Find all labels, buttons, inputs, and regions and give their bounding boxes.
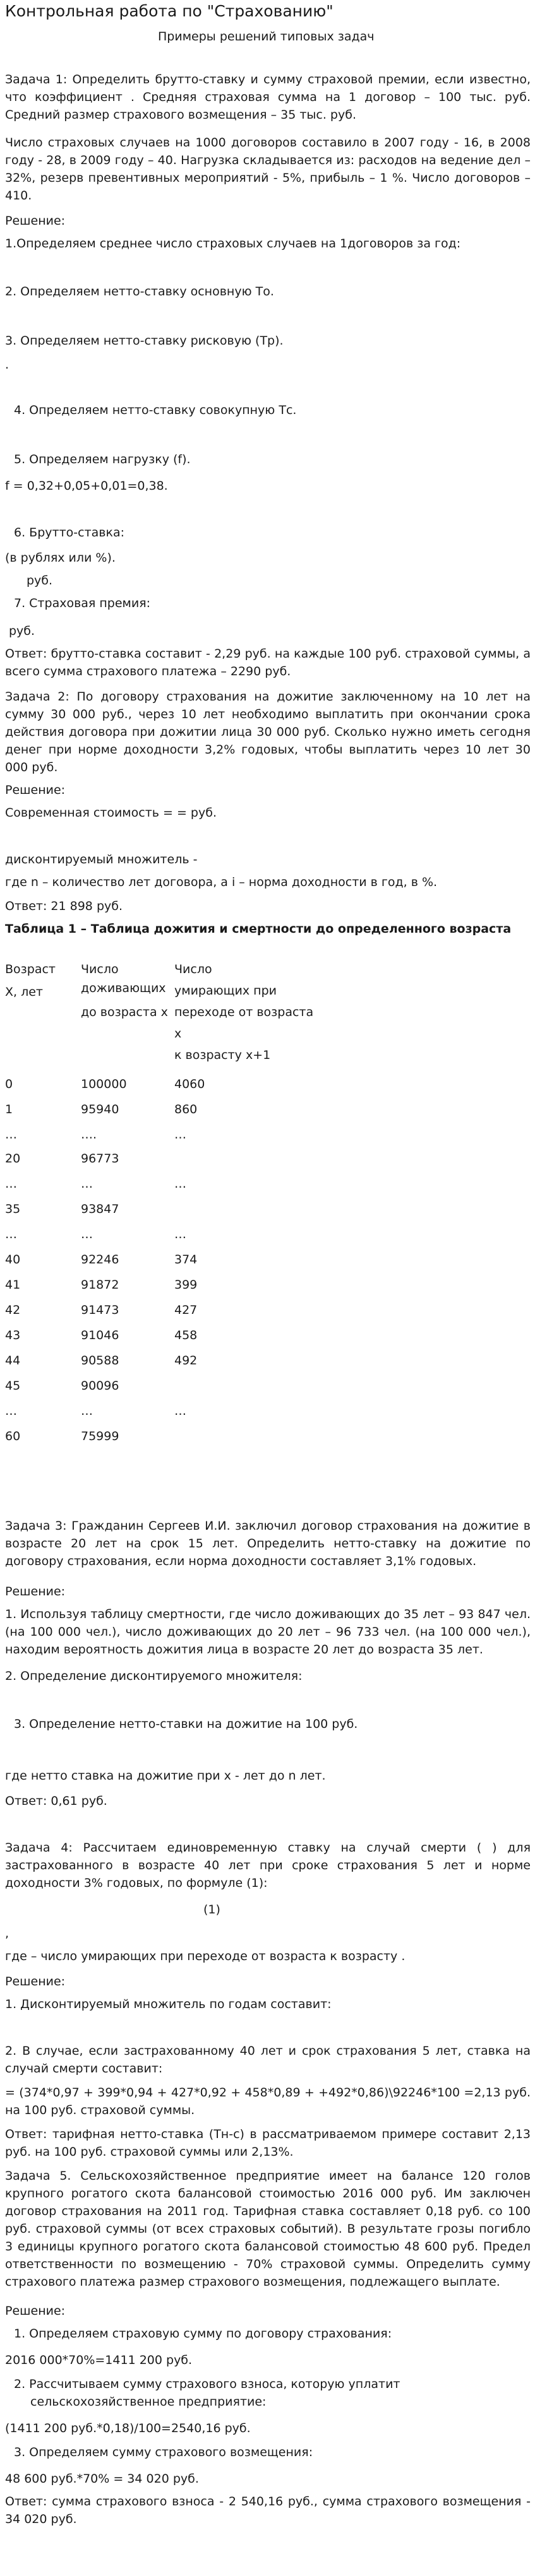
table-cell-dead: 492 [174,1354,198,1368]
task1-solution-label: Решение: [5,214,66,228]
task2-solution-label: Решение: [5,783,66,797]
table-cell-alive: 90096 [81,1379,119,1393]
task4-step1: 1. Дисконтируемый множитель по годам составит: [5,1997,332,2011]
task5-calc3: 48 600 руб.*70% = 34 020 руб. [5,2472,199,2486]
task1-data: Число страховых случаев на 1000 договоров составило в 2007 году - 16, в 2008 году - 28, в 2009 году – 40. Нагрузка складывается из: расходов на ведение дел – 32%, резерв превентивных мероприятий - 5%, прибыль – 1 %. Число договоров – 410. [5,136,531,203]
table-cell-dead: 399 [174,1278,198,1292]
task1-step4: 4. Определяем нетто-ставку совокупную Тс. [14,403,297,417]
table1-caption: Таблица 1 – Таблица дожития и смертности до определенного возраста [5,922,512,936]
table-cell-alive: …. [81,1128,97,1142]
table1-header-dead-line4: х [174,1027,182,1041]
table1-header-dead-line3: переходе от возраста [174,1005,314,1019]
task2-where: где n – количество лет договора, а i – норма доходности в год, в %. [5,875,438,889]
table1-header-age-line1: Возраст [5,962,56,976]
table-cell-age: … [5,1177,17,1191]
table-cell-alive: 75999 [81,1429,119,1443]
table-cell-alive: … [81,1177,93,1191]
table-cell-age: 43 [5,1328,21,1342]
table-cell-age: 20 [5,1152,21,1166]
task5-step1: 1. Определяем страховую сумму по договору страхования: [14,2327,392,2341]
table1-header-alive-line3: до возраста х [81,1005,168,1019]
task4-solution-label: Решение: [5,1975,66,1988]
table-cell-alive: 96773 [81,1152,119,1166]
table-cell-age: 1 [5,1102,13,1116]
table-cell-age: 42 [5,1303,21,1317]
task1-step2: 2. Определяем нетто-ставку основную То. [5,285,274,298]
table-cell-dead: … [174,1227,186,1241]
table-cell-age: 35 [5,1202,21,1216]
table-cell-age: 41 [5,1278,21,1292]
table-cell-age: … [5,1128,17,1142]
task2-answer: Ответ: 21 898 руб. [5,899,123,913]
task3-step2: 2. Определение дисконтируемого множителя: [5,1669,303,1683]
table-cell-alive: 100000 [81,1077,127,1091]
task4-comma: , [5,1927,9,1941]
table1-header-dead-line2: умирающих при [174,984,277,998]
task3-solution-label: Решение: [5,1585,66,1598]
table1-header-dead-line5: к возрасту х+1 [174,1048,271,1062]
table-cell-alive: … [81,1227,93,1241]
table-cell-dead: 860 [174,1102,198,1116]
task5-answer: Ответ: сумма страхового взноса - 2 540,16 руб., сумма страхового возмещения - 34 020 руб. [5,2495,531,2526]
task5-statement: Задача 5. Сельскохозяйственное предприятие имеет на балансе 120 голов крупного рогатого скота балансовой стоимостью 2016 000 руб. Им заключен договор страхования на 2011 год. Тарифная ставка составляет 0,18 руб. со 100 руб. страховой суммы (от всех страховых событий). В результате грозы погибло 3 единицы крупного рогатого скота балансовой стоимостью 48 600 руб. Предел ответственности по возмещению - 70% страховой суммы. Определить сумму страхового платежа размер страхового возмещения, подлежащего выплате. [5,2169,531,2289]
table1-header-dead-line1: Число [174,962,212,976]
table-cell-alive: … [81,1404,93,1418]
task2-discount: дисконтируемый множитель - [5,853,198,866]
task1-rub1: руб. [27,574,53,588]
table-cell-alive: 92246 [81,1253,119,1267]
task1-in-rub: (в рублях или %). [5,551,116,565]
table-cell-age: 60 [5,1429,21,1443]
table-cell-alive: 95940 [81,1102,119,1116]
task3-answer: Ответ: 0,61 руб. [5,1794,107,1808]
table-cell-age: 40 [5,1253,21,1267]
table1-header-alive-line2: доживающих [81,981,166,995]
task1-rub2: руб. [9,624,35,638]
table-cell-alive: 91872 [81,1278,119,1292]
task4-calc: = (374*0,97 + 399*0,94 + 427*0,92 + 458*0,89 + +492*0,86)\92246*100 =2,13 руб. на 100 руб. страховой суммы. [5,2086,531,2117]
table-cell-dead: … [174,1404,186,1418]
task3-step1: 1. Используя таблицу смертности, где число доживающих до 35 лет – 93 847 чел. (на 100 000 чел.), число доживающих до 20 лет – 96 733 чел. (на 100 000 чел.), находим вероятность дожития лица в возрасте 20 лет до возраста 35 лет. [5,1607,531,1657]
table-cell-age: 44 [5,1354,21,1368]
task4-answer: Ответ: тарифная нетто-ставка (Тн-с) в рассматриваемом примере составит 2,13 руб. на 100 руб. страховой суммы или 2,13%. [5,2127,531,2159]
task1-answer: Ответ: брутто-ставка составит - 2,29 руб. на каждые 100 руб. страховой суммы, а всего сумма страхового платежа – 2290 руб. [5,647,531,678]
task4-step2: 2. В случае, если застрахованному 40 лет и срок страхования 5 лет, ставка на случай смерти составит: [5,2044,531,2076]
table-cell-dead: 374 [174,1253,198,1267]
task2-statement: Задача 2: По договору страхования на дожитие заключенному на 10 лет на сумму 30 000 руб., через 10 лет необходимо выплатить при окончании срока действия договора при дожитии лица 30 000 руб. Сколько нужно иметь сегодня денег при норме доходности 3,2% годовых, чтобы выплатить через 10 лет 30 000 руб. [5,690,531,774]
task1-statement: Задача 1: Определить брутто-ставку и сумму страховой премии, если известно, что коэффициент . Средняя страховая сумма на 1 договор – 100 тыс. руб. Средний размер страхового возмещения – 35 тыс. руб. [5,73,531,122]
task5-solution-label: Решение: [5,2304,66,2318]
table1-header-age-line2: Х, лет [5,985,43,999]
table-cell-dead: 458 [174,1328,198,1342]
table-cell-alive: 90588 [81,1354,119,1368]
task3-step3: 3. Определение нетто-ставки на дожитие на 100 руб. [14,1717,358,1731]
task1-dot: . [5,358,9,372]
table-cell-dead: … [174,1128,186,1142]
task1-step7: 7. Страховая премия: [14,596,151,610]
document-subtitle: Примеры решений типовых задач [158,30,375,44]
table-cell-alive: 93847 [81,1202,119,1216]
table-cell-age: 0 [5,1077,13,1091]
task4-statement: Задача 4: Рассчитаем единовременную ставку на случай смерти ( ) для застрахованного в возрасте 40 лет при сроке страхования 5 лет и норме доходности 3% годовых, по формуле (1): [5,1841,531,1890]
document-title: Контрольная работа по "Страхованию" [5,2,334,20]
task1-step6: 6. Брутто-ставка: [14,526,124,540]
table-cell-age: … [5,1227,17,1241]
task1-step5: 5. Определяем нагрузку (f). [14,452,191,466]
task5-step3: 3. Определяем сумму страхового возмещения: [14,2445,313,2459]
table-cell-dead: 427 [174,1303,198,1317]
task2-present-value: Современная стоимость = = руб. [5,806,217,820]
table-cell-dead: 4060 [174,1077,205,1091]
task3-where: где нетто ставка на дожитие при х - лет до n лет. [5,1769,326,1783]
table-cell-age: … [5,1404,17,1418]
task1-step3: 3. Определяем нетто-ставку рисковую (Тр). [5,334,284,348]
table-cell-age: 45 [5,1379,21,1393]
table-cell-alive: 91473 [81,1303,119,1317]
task5-calc2: (1411 200 руб.*0,18)/100=2540,16 руб. [5,2421,251,2435]
task4-formula-number: (1) [203,1903,220,1917]
table1-header-alive-line1: Число [81,962,119,976]
task1-f-calc: f = 0,32+0,05+0,01=0,38. [5,479,168,493]
task4-where: где – число умирающих при переходе от возраста к возрасту . [5,1949,406,1963]
task1-step1: 1.Определяем среднее число страховых случаев на 1договоров за год: [5,237,461,251]
task5-step2-line2: сельскохозяйственное предприятие: [30,2395,267,2409]
task3-statement: Задача 3: Гражданин Сергеев И.И. заключил договор страхования на дожитие в возрасте 20 лет на срок 15 лет. Определить нетто-ставку на дожитие по договору страхования, если норма доходности составляет 3,1% годовых. [5,1519,531,1568]
task5-step2-line1: 2. Рассчитываем сумму страхового взноса, которую уплатит [14,2377,400,2391]
table-cell-alive: 91046 [81,1328,119,1342]
table-cell-dead: … [174,1177,186,1191]
task5-calc1: 2016 000*70%=1411 200 руб. [5,2353,193,2367]
